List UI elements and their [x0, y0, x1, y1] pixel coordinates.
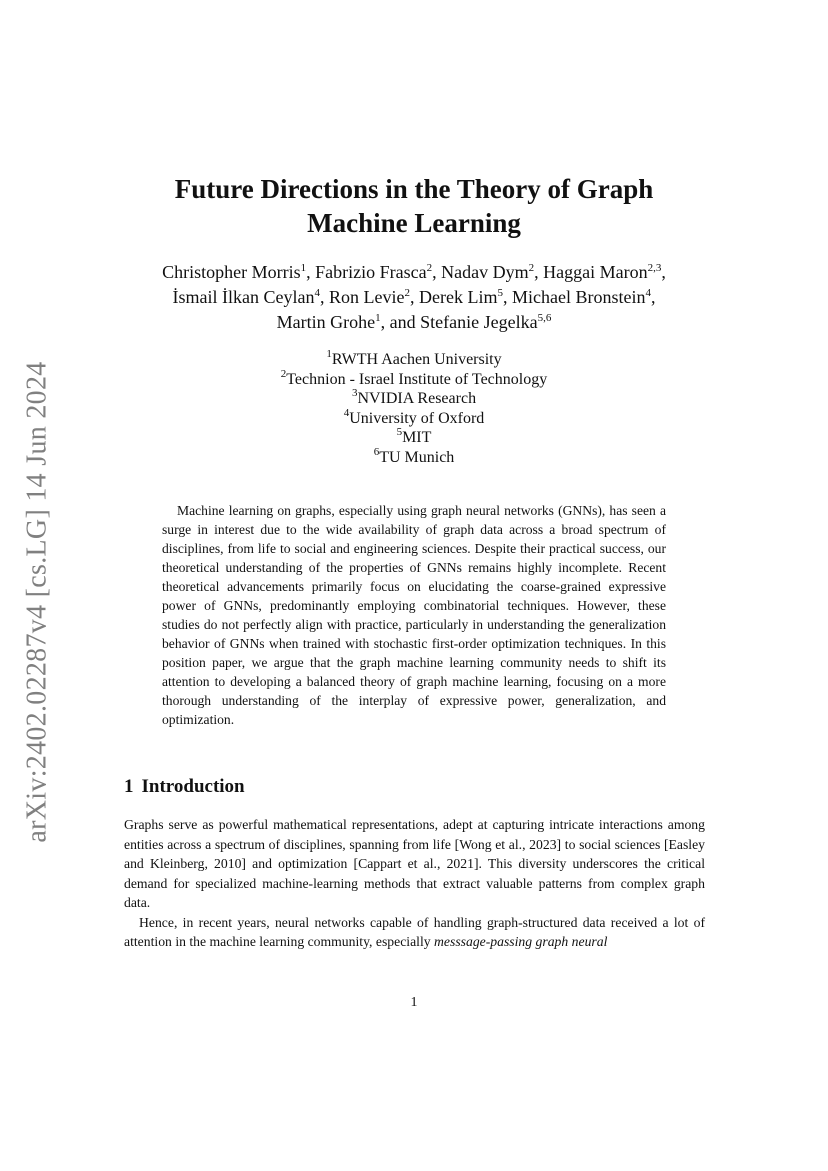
author-name: Christopher Morris: [162, 262, 301, 282]
affiliation-number: 2: [280, 367, 287, 380]
affiliation-number: 4: [343, 406, 350, 419]
author-affiliation-mark: 2: [528, 262, 535, 274]
affiliation-item: [214, 389, 614, 409]
affiliation-name: University of Oxford: [349, 409, 485, 427]
author-name: Nadav Dym: [441, 262, 529, 282]
author-line-1: [100, 260, 728, 285]
author-separator: , and: [380, 312, 421, 332]
author-name: Derek Lim: [419, 287, 498, 307]
author-name: Haggai Maron: [543, 262, 648, 282]
paper-title-line-2: Machine Learning: [307, 208, 521, 238]
author-name: Martin Grohe: [276, 312, 376, 332]
author-name: Fabrizio Frasca: [315, 262, 427, 282]
section-title: Introduction: [141, 776, 245, 797]
affiliation-item: [214, 367, 614, 390]
author-name: İsmail İlkan Ceylan: [172, 287, 315, 307]
author-line-3: [100, 310, 728, 335]
author-affiliation-mark: 5,6: [537, 312, 552, 324]
affiliation-number: 5: [396, 426, 403, 438]
affiliation-name: MIT: [402, 429, 432, 446]
author-affiliation-mark: 2: [426, 262, 433, 274]
author-affiliation-mark: 4: [645, 287, 651, 299]
author-name: Stefanie Jegelka: [420, 312, 538, 332]
affiliation-item: [214, 350, 614, 370]
author-affiliation-mark: 1: [300, 262, 307, 274]
affiliation-name: Technion - Israel Institute of Technology: [286, 370, 548, 388]
paper-title: [100, 172, 728, 240]
page-number: 1: [410, 995, 418, 1010]
author-name: Michael Bronstein: [511, 287, 646, 307]
author-affiliation-mark: 5: [497, 287, 503, 299]
affiliation-item: [214, 406, 614, 429]
abstract-paragraph: Machine learning on graphs, especially using graph neural networks (GNNs), has seen a surge in interest due to the wide availability of graph data across a broad spectrum of disciplines, from life to social and engineering sciences. Despite their practical success, our theoretical understanding of the properties of GNNs remains highly incomplete. Recent theoretical advancements primarily focus on elucidating the coarse-grained expressive power of GNNs, predominantly employing combinatorial techniques. However, these studies do not perfectly align with practice, particularly in understanding the generalization behavior of GNNs when trained with stochastic first-order optimization techniques. In this position paper, we argue that the graph machine learning community needs to shift its attention to developing a balanced theory of graph machine learning, focusing on a more thorough understanding of the interplay of expressive power, generalization, and optimization.: [162, 503, 666, 727]
author-separator: ,: [650, 287, 656, 307]
author-separator: ,: [502, 287, 512, 307]
body-paragraph-1: Graphs serve as powerful mathematical representations, adept at capturing intricate interactions among entities across a spectrum of disciplines, spanning from life [Wong et al., 2023] to social sciences [Easley and Kleinberg, 2010] and optimization [Cappart et al., 2021]. This diversity underscores the critical demand for specialized machine-learning methods that extract valuable patterns from complex graph data.: [124, 817, 705, 910]
introduction-body: [124, 815, 705, 952]
arxiv-identifier-text: arXiv:2402.02287v4 [cs.LG] 14 Jun 2024: [22, 361, 53, 843]
affiliation-name: TU Munich: [379, 448, 455, 466]
affiliation-item: [214, 445, 614, 468]
arxiv-identifier-stamp: [18, 357, 58, 847]
affiliation-name: RWTH Aachen University: [331, 351, 502, 368]
author-affiliation-mark: 2: [404, 287, 410, 299]
affiliation-number: 6: [373, 445, 380, 458]
section-number: 1: [124, 776, 134, 797]
author-separator: ,: [410, 287, 419, 307]
author-separator: ,: [534, 262, 544, 282]
body-paragraph-2: [124, 913, 705, 952]
author-line-2: [100, 285, 728, 310]
body-paragraph-2-text: Hence, in recent years, neural networks capable of handling graph-structured data received a lot of attention in the machine learning community, especially: [124, 914, 705, 949]
author-separator: ,: [306, 262, 316, 282]
affiliation-name: NVIDIA Research: [357, 390, 477, 407]
author-affiliation-mark: 2,3: [647, 262, 662, 274]
section-heading-introduction: [124, 775, 245, 799]
author-name: Ron Levie: [329, 287, 405, 307]
author-affiliation-mark: 1: [375, 312, 381, 324]
author-separator: ,: [320, 287, 330, 307]
affiliation-number: 3: [351, 387, 358, 399]
author-affiliation-mark: 4: [314, 287, 321, 299]
affiliation-list: [214, 350, 614, 467]
author-list: [100, 260, 728, 335]
paper-title-line-1: Future Directions in the Theory of Graph: [174, 174, 654, 204]
author-separator: ,: [661, 262, 666, 282]
emphasized-term: messsage-passing graph neural: [434, 934, 608, 949]
author-separator: ,: [432, 262, 442, 282]
affiliation-number: 1: [326, 348, 332, 360]
affiliation-item: [214, 428, 614, 448]
